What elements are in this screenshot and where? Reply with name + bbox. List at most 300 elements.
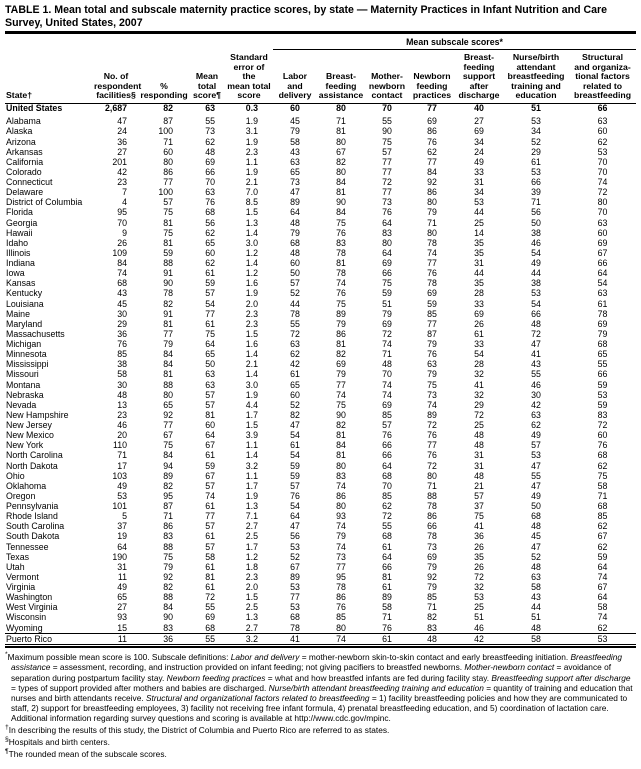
cell-newborn-feeding: 77	[427, 440, 437, 451]
cell-nurse-training: 63	[531, 571, 541, 582]
cell-bf-support-discharge: 44	[474, 268, 484, 279]
cell-nurse-training: 48	[531, 521, 541, 532]
cell-labor-delivery: 48	[290, 247, 300, 258]
cell-mother-newborn-contact: 85	[382, 409, 392, 420]
cell-mother-newborn-contact: 77	[382, 156, 392, 167]
cell-std-error: 2.7	[245, 622, 258, 633]
cell-newborn-feeding: 85	[427, 308, 437, 319]
cell-state: Oregon	[6, 491, 36, 501]
cell-mean-total: 77	[205, 308, 215, 319]
table-row	[5, 299, 636, 309]
cell-bf-support-discharge: 31	[474, 258, 484, 269]
table-row	[5, 552, 636, 562]
cell-breastfeeding-assistance: 86	[336, 490, 346, 501]
cell-structural-factors: 68	[597, 339, 608, 350]
cell-nurse-training: 48	[531, 318, 541, 329]
table-row	[5, 319, 636, 329]
table-row	[5, 390, 636, 400]
cell-mother-newborn-contact: 64	[382, 551, 392, 562]
cell-mean-total: 73	[205, 126, 215, 137]
cell-breastfeeding-assistance: 89	[336, 308, 346, 319]
cell-labor-delivery: 43	[290, 146, 300, 157]
cell-newborn-feeding: 73	[427, 541, 437, 552]
cell-mother-newborn-contact: 68	[382, 470, 392, 481]
cell-responding: 83	[163, 531, 173, 542]
footnote-text: = quantity of training and education that nurses and birth attendants receive.	[11, 682, 633, 703]
cell-std-error: 1.9	[245, 166, 258, 177]
cell-facilities: 24	[117, 126, 127, 137]
cell-bf-support-discharge: 72	[474, 571, 484, 582]
cell-std-error: 1.9	[245, 136, 258, 147]
cell-newborn-feeding: 89	[427, 409, 437, 420]
cell-bf-support-discharge: 34	[474, 136, 484, 147]
cell-breastfeeding-assistance: 69	[336, 359, 346, 370]
cell-std-error: 2.3	[245, 308, 258, 319]
footnote-marker: ¶	[5, 748, 9, 756]
cell-std-error: 1.2	[245, 268, 258, 279]
cell-structural-factors: 70	[597, 156, 608, 167]
footnote-marker: *	[5, 651, 8, 659]
cell-bf-support-discharge: 25	[474, 217, 484, 228]
cell-labor-delivery: 73	[290, 177, 300, 188]
cell-breastfeeding-assistance: 79	[336, 531, 346, 542]
cell-labor-delivery: 45	[290, 116, 300, 127]
cell-mean-total: 58	[205, 551, 215, 562]
cell-state: Texas	[6, 552, 29, 562]
cell-mother-newborn-contact: 66	[382, 268, 392, 279]
cell-bf-support-discharge: 44	[474, 207, 484, 218]
cell-mean-total: 68	[205, 207, 215, 218]
cell-mean-total: 62	[205, 227, 215, 238]
cell-mother-newborn-contact: 72	[382, 328, 392, 339]
cell-std-error: 1.5	[245, 328, 258, 339]
cell-mother-newborn-contact: 61	[382, 582, 392, 593]
cell-mean-total: 54	[205, 298, 215, 309]
cell-labor-delivery: 82	[290, 409, 300, 420]
cell-structural-factors: 71	[597, 490, 608, 501]
cell-state: Louisiana	[6, 299, 44, 309]
cell-breastfeeding-assistance: 95	[336, 571, 346, 582]
cell-bf-support-discharge: 35	[474, 237, 484, 248]
cell-structural-factors: 54	[597, 278, 608, 289]
cell-breastfeeding-assistance: 81	[336, 339, 346, 350]
cell-structural-factors: 78	[597, 308, 608, 319]
cell-mother-newborn-contact: 72	[382, 177, 392, 188]
cell-state: Illinois	[6, 248, 31, 258]
cell-nurse-training: 43	[531, 592, 541, 603]
cell-structural-factors: 62	[597, 136, 608, 147]
cell-responding: 84	[163, 359, 173, 370]
cell-mean-total: 50	[205, 359, 215, 370]
cell-breastfeeding-assistance: 81	[336, 126, 346, 137]
cell-mean-total: 56	[205, 217, 215, 228]
table-row	[5, 360, 636, 370]
cell-newborn-feeding: 62	[427, 146, 437, 157]
cell-facilities: 30	[117, 308, 127, 319]
cell-state: Vermont	[6, 572, 39, 582]
cell-breastfeeding-assistance: 82	[336, 156, 346, 167]
cell-responding: 87	[163, 116, 173, 127]
cell-facilities: 95	[117, 207, 127, 218]
cell-breastfeeding-assistance: 77	[336, 379, 346, 390]
cell-mother-newborn-contact: 64	[382, 217, 392, 228]
cell-std-error: 7.1	[245, 511, 258, 522]
cell-newborn-feeding: 75	[427, 379, 437, 390]
cell-responding: 90	[163, 612, 173, 623]
cell-mother-newborn-contact: 90	[382, 126, 392, 137]
cell-structural-factors: 60	[597, 126, 608, 137]
cell-labor-delivery: 42	[290, 359, 300, 370]
cell-breastfeeding-assistance: 67	[336, 146, 346, 157]
cell-structural-factors: 72	[597, 187, 608, 198]
cell-bf-support-discharge: 31	[474, 450, 484, 461]
cell-newborn-feeding: 78	[427, 501, 437, 512]
cell-breastfeeding-assistance: 90	[336, 197, 346, 208]
cell-nurse-training: 53	[531, 288, 541, 299]
footnote-text: = what and how breastfed infants are fed during facility stay.	[265, 672, 492, 683]
cell-mother-newborn-contact: 69	[382, 258, 392, 269]
table-row	[5, 309, 636, 319]
footnotes	[5, 650, 636, 759]
cell-labor-delivery: 79	[290, 227, 300, 238]
cell-breastfeeding-assistance: 80	[336, 136, 346, 147]
cell-breastfeeding-assistance: 74	[336, 541, 346, 552]
cell-state: Maryland	[6, 319, 43, 329]
cell-responding: 88	[163, 258, 173, 269]
cell-std-error: 1.3	[245, 217, 258, 228]
cell-labor-delivery: 50	[290, 268, 300, 279]
cell-facilities: 53	[117, 490, 127, 501]
cell-bf-support-discharge: 25	[474, 420, 484, 431]
cell-bf-support-discharge: 41	[474, 521, 484, 532]
cell-std-error: 4.4	[245, 399, 258, 410]
cell-nurse-training: 49	[531, 430, 541, 441]
cell-mother-newborn-contact: 64	[382, 460, 392, 471]
cell-mean-total: 60	[205, 247, 215, 258]
cell-state: Georgia	[6, 218, 38, 228]
cell-structural-factors: 64	[597, 592, 608, 603]
cell-breastfeeding-assistance: 84	[336, 207, 346, 218]
table-title: TABLE 1. Mean total and subscale maternity practice scores, by state — Maternity Practices in Infant Nutrition and Care Survey, United States, 2007	[5, 4, 608, 29]
cell-responding: 75	[163, 551, 173, 562]
cell-structural-factors: 67	[597, 247, 608, 258]
cell-breastfeeding-assistance: 81	[336, 430, 346, 441]
cell-bf-support-discharge: 40	[474, 103, 484, 114]
cell-structural-factors: 65	[597, 349, 608, 360]
cell-labor-delivery: 54	[290, 501, 300, 512]
cell-newborn-feeding: 86	[427, 511, 437, 522]
cell-facilities: 84	[117, 258, 127, 269]
cell-structural-factors: 55	[597, 359, 608, 370]
cell-mean-total: 69	[205, 612, 215, 623]
cell-newborn-feeding: 86	[427, 187, 437, 198]
cell-mean-total: 67	[205, 470, 215, 481]
cell-newborn-feeding: 76	[427, 450, 437, 461]
cell-nurse-training: 39	[531, 187, 541, 198]
cell-structural-factors: 60	[597, 430, 608, 441]
cell-std-error: 0.3	[245, 103, 258, 114]
cell-state: Montana	[6, 380, 41, 390]
cell-responding: 79	[163, 561, 173, 572]
cell-state: Alaska	[6, 127, 33, 137]
cell-nurse-training: 58	[531, 582, 541, 593]
cell-breastfeeding-assistance: 80	[336, 166, 346, 177]
cell-nurse-training: 46	[531, 379, 541, 390]
cell-labor-delivery: 63	[290, 339, 300, 350]
cell-mother-newborn-contact: 70	[382, 103, 392, 114]
table-row	[5, 178, 636, 188]
cell-labor-delivery: 52	[290, 399, 300, 410]
cell-mother-newborn-contact: 89	[382, 592, 392, 603]
cell-facilities: 26	[117, 237, 127, 248]
cell-facilities: 20	[117, 430, 127, 441]
table-row	[5, 380, 636, 390]
cell-facilities: 201	[112, 156, 127, 167]
cell-responding: 57	[163, 197, 173, 208]
cell-state: Mississippi	[6, 359, 49, 370]
cell-bf-support-discharge: 34	[474, 187, 484, 198]
table-row	[5, 461, 636, 471]
cell-std-error: 2.3	[245, 571, 258, 582]
footnote	[5, 650, 636, 723]
cell-state: North Dakota	[6, 461, 58, 471]
cell-structural-factors: 69	[597, 237, 608, 248]
cell-bf-support-discharge: 61	[474, 328, 484, 339]
cell-breastfeeding-assistance: 81	[336, 187, 346, 198]
cell-breastfeeding-assistance: 83	[336, 470, 346, 481]
cell-mean-total: 74	[205, 490, 215, 501]
cell-structural-factors: 68	[597, 501, 608, 512]
cell-labor-delivery: 64	[290, 511, 300, 522]
cell-facilities: 190	[112, 551, 127, 562]
cell-responding: 100	[158, 187, 173, 198]
cell-structural-factors: 67	[597, 531, 608, 542]
cell-labor-delivery: 44	[290, 298, 300, 309]
cell-facilities: 43	[117, 288, 127, 299]
cell-state: Wisconsin	[6, 613, 47, 623]
cell-structural-factors: 62	[597, 622, 608, 633]
footnote-text: Maximum possible mean score is 100. Subscale definitions:	[7, 652, 231, 663]
cell-newborn-feeding: 76	[427, 136, 437, 147]
table-row	[5, 421, 636, 431]
cell-bf-support-discharge: 28	[474, 359, 484, 370]
cell-responding: 90	[163, 278, 173, 289]
footnote-text: = 1) facility breastfeeding policies and how they are communicated to staff, 2) support for breastfeeding employees, 3) facility not receiving free infant formula, 4) prenatal breastfeeding education, and 5) coordination of lactation care. Additional information regarding survey questions and scoring is available at http://www.cdc.gov/mpinc.	[11, 692, 628, 724]
cell-newborn-feeding: 77	[427, 318, 437, 329]
cell-newborn-feeding: 88	[427, 490, 437, 501]
cell-std-error: 1.2	[245, 551, 258, 562]
cell-facilities: 45	[117, 298, 127, 309]
cell-bf-support-discharge: 35	[474, 247, 484, 258]
cell-mean-total: 70	[205, 177, 215, 188]
cell-labor-delivery: 89	[290, 571, 300, 582]
cell-mother-newborn-contact: 61	[365, 634, 409, 645]
cell-bf-support-discharge: 26	[474, 561, 484, 572]
cell-breastfeeding-assistance: 73	[336, 551, 346, 562]
cell-std-error: 1.5	[245, 207, 258, 218]
cell-labor-delivery: 62	[290, 349, 300, 360]
cell-bf-support-discharge: 32	[474, 582, 484, 593]
table-row	[5, 330, 636, 340]
cell-facilities: 110	[112, 440, 127, 451]
cell-bf-support-discharge: 53	[474, 197, 484, 208]
cell-mother-newborn-contact: 58	[382, 602, 392, 613]
cell-facilities: 4	[122, 197, 127, 208]
cell-breastfeeding-assistance: 76	[336, 288, 346, 299]
cell-mean-total: 67	[205, 440, 215, 451]
cell-nurse-training: 61	[531, 156, 541, 167]
table-row	[5, 512, 636, 522]
cell-mean-total: 57	[205, 399, 215, 410]
table-row	[5, 603, 636, 613]
cell-structural-factors: 74	[597, 177, 608, 188]
cell-bf-support-discharge: 42	[455, 634, 503, 645]
cell-mother-newborn-contact: 71	[382, 349, 392, 360]
cell-facilities: 49	[117, 480, 127, 491]
cell-std-error: 1.4	[245, 369, 258, 380]
footnote-text: The rounded mean of the subscale scores.	[8, 748, 167, 759]
cell-std-error: 1.5	[245, 420, 258, 431]
cell-labor-delivery: 47	[290, 420, 300, 431]
cell-state: West Virginia	[6, 602, 58, 613]
cell-breastfeeding-assistance: 77	[336, 561, 346, 572]
cell-newborn-feeding: 72	[427, 460, 437, 471]
cell-labor-delivery: 59	[290, 470, 300, 481]
cell-nurse-training: 41	[531, 349, 541, 360]
cell-bf-support-discharge: 35	[474, 551, 484, 562]
cell-facilities: 65	[117, 592, 127, 603]
cell-newborn-feeding: 71	[427, 602, 437, 613]
cell-newborn-feeding: 66	[427, 521, 437, 532]
cell-bf-support-discharge: 46	[474, 622, 484, 633]
cell-mean-total: 59	[205, 460, 215, 471]
cell-mean-total: 64	[205, 339, 215, 350]
table-row	[5, 532, 636, 542]
cell-mother-newborn-contact: 76	[382, 207, 392, 218]
cell-mean-total: 66	[205, 166, 215, 177]
cell-responding: 88	[163, 541, 173, 552]
table-row	[5, 228, 636, 238]
cell-responding: 75	[163, 227, 173, 238]
cell-facilities: 93	[117, 612, 127, 623]
cell-nurse-training: 47	[531, 339, 541, 350]
cell-facilities: 23	[117, 409, 127, 420]
cell-newborn-feeding: 71	[427, 480, 437, 491]
cell-nurse-training: 71	[531, 197, 541, 208]
table-row	[5, 137, 636, 147]
table-row	[5, 269, 636, 279]
cell-facilities: 19	[117, 531, 127, 542]
cell-responding: 60	[163, 146, 173, 157]
cell-newborn-feeding: 77	[427, 156, 437, 167]
cell-responding: 86	[163, 166, 173, 177]
cell-newborn-feeding: 82	[427, 612, 437, 623]
cell-breastfeeding-assistance: 74	[336, 389, 346, 400]
table-row	[5, 168, 636, 178]
cell-breastfeeding-assistance: 80	[336, 460, 346, 471]
cell-mother-newborn-contact: 83	[382, 227, 392, 238]
cell-bf-support-discharge: 57	[474, 490, 484, 501]
cell-facilities: 30	[117, 379, 127, 390]
cell-newborn-feeding: 69	[427, 551, 437, 562]
cell-mother-newborn-contact: 73	[382, 197, 392, 208]
cell-facilities: 37	[117, 521, 127, 532]
cell-bf-support-discharge: 41	[474, 379, 484, 390]
cell-newborn-feeding: 92	[427, 177, 437, 188]
cell-state: Minnesota	[6, 349, 47, 360]
cell-std-error: 2.0	[245, 298, 258, 309]
footnote-term: Mother-newborn contact	[464, 662, 555, 673]
cell-std-error: 2.7	[245, 521, 258, 532]
cell-newborn-feeding: 79	[427, 582, 437, 593]
cell-responding: 65	[163, 399, 173, 410]
cell-mean-total: 61	[205, 501, 215, 512]
cell-labor-delivery: 52	[290, 551, 300, 562]
cell-newborn-feeding: 63	[427, 359, 437, 370]
col-header-state: State†	[5, 50, 93, 104]
cell-breastfeeding-assistance: 78	[336, 582, 346, 593]
cell-bf-support-discharge: 33	[474, 298, 484, 309]
cell-mean-total: 62	[205, 258, 215, 269]
cell-labor-delivery: 60	[290, 258, 300, 269]
footnote-text: Hospitals and birth centers.	[8, 737, 110, 748]
cell-labor-delivery: 53	[290, 541, 300, 552]
table-row	[5, 117, 636, 127]
cell-mother-newborn-contact: 66	[382, 561, 392, 572]
cell-mean-total: 57	[205, 288, 215, 299]
cell-responding: 84	[163, 602, 173, 613]
cell-facilities: 46	[117, 420, 127, 431]
cell-structural-factors: 61	[597, 298, 608, 309]
cell-labor-delivery: 54	[290, 450, 300, 461]
cell-mother-newborn-contact: 57	[382, 420, 392, 431]
cell-nurse-training: 51	[531, 103, 541, 114]
cell-responding: 81	[163, 369, 173, 380]
cell-std-error: 1.7	[245, 541, 258, 552]
cell-std-error: 3.2	[245, 460, 258, 471]
cell-state: Washington	[6, 592, 53, 603]
cell-std-error: 1.7	[245, 409, 258, 420]
table-row	[5, 103, 636, 117]
cell-newborn-feeding: 77	[427, 258, 437, 269]
table-row	[5, 157, 636, 167]
cell-std-error: 1.1	[245, 156, 258, 167]
cell-responding: 59	[163, 247, 173, 258]
cell-labor-delivery: 78	[290, 308, 300, 319]
cell-state: Utah	[6, 562, 25, 572]
cell-state: Arizona	[6, 137, 36, 147]
cell-structural-factors: 53	[597, 146, 608, 157]
cell-state: Wyoming	[6, 623, 43, 633]
cell-structural-factors: 53	[569, 634, 636, 645]
cell-nurse-training: 62	[531, 420, 541, 431]
cell-bf-support-discharge: 33	[474, 339, 484, 350]
cell-nurse-training: 52	[531, 136, 541, 147]
cell-nurse-training: 47	[531, 480, 541, 491]
table-row	[5, 471, 636, 481]
cell-bf-support-discharge: 27	[474, 116, 484, 127]
cell-state: United States	[6, 103, 63, 114]
cell-responding: 91	[163, 268, 173, 279]
cell-bf-support-discharge: 33	[474, 166, 484, 177]
cell-std-error: 3.1	[245, 126, 258, 137]
table-row	[5, 623, 636, 634]
cell-breastfeeding-assistance: 82	[336, 349, 346, 360]
cell-mean-total: 60	[205, 420, 215, 431]
cell-labor-delivery: 41	[273, 634, 317, 645]
table-row	[5, 370, 636, 380]
cell-nurse-training: 42	[531, 399, 541, 410]
